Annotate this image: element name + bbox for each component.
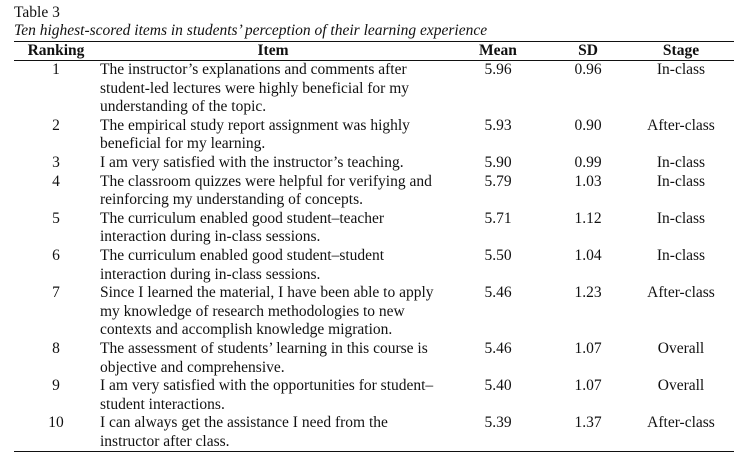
stage-cell: After-class [628, 414, 734, 452]
table-row [14, 210, 734, 247]
table-row [14, 414, 734, 452]
stage-cell: In-class [656, 61, 706, 78]
stage-cell: After-class [647, 284, 715, 302]
item-cell: The instructor’s explanations and comments after student-led lectures were highly beneficial for my understanding of the topic. [100, 61, 410, 116]
sd-cell: 0.99 [574, 153, 602, 171]
ranking-cell: 1 [52, 61, 60, 78]
table-row [14, 340, 734, 377]
ranking-cell: 4 [52, 172, 60, 190]
table-row [14, 173, 734, 210]
mean-cell: 5.96 [484, 61, 512, 78]
sd-cell: 1.07 [574, 377, 602, 395]
table-caption: Ten highest-scored items in students’ perception of their learning experience [14, 22, 488, 39]
mean-cell: 5.90 [484, 153, 512, 171]
header-item: Item [98, 42, 448, 61]
stage-cell: Overall [657, 339, 705, 357]
item-cell: The curriculum enabled good student–teacher interaction during in-class sessions. [100, 209, 385, 246]
sd-cell: 1.12 [574, 209, 602, 227]
table-row [14, 377, 734, 414]
sd-cell: 1.03 [574, 172, 602, 190]
ranking-cell: 3 [52, 153, 60, 171]
sd-cell: 1.07 [574, 339, 602, 357]
mean-cell: 5.46 [484, 284, 512, 302]
sd-cell: 0.90 [574, 116, 602, 134]
ranking-cell: 10 [14, 414, 98, 452]
item-cell: The curriculum enabled good student–student interaction during in-class sessions. [100, 246, 385, 283]
data-table [14, 41, 734, 452]
header-mean: Mean [448, 42, 548, 61]
item-cell: The empirical study report assignment was highly beneficial for my learning. [100, 116, 410, 153]
item-cell: The assessment of students’ learning in this course is objective and comprehensive. [100, 339, 428, 376]
stage-cell: Overall [657, 377, 705, 395]
header-ranking: Ranking [14, 42, 98, 61]
ranking-cell: 5 [52, 209, 60, 227]
table-label: Table 3 [14, 4, 60, 21]
mean-cell: 5.39 [448, 414, 548, 452]
mean-cell: 5.93 [484, 116, 512, 134]
stage-cell: In-class [656, 153, 706, 171]
sd-cell: 1.23 [574, 284, 602, 302]
stage-cell: In-class [656, 172, 706, 190]
item-cell: I am very satisfied with the instructor’s teaching. [100, 153, 404, 171]
header-sd: SD [548, 42, 628, 61]
item-cell: I am very satisfied with the opportunities for student–student interactions. [100, 377, 434, 413]
table-figure [14, 4, 734, 452]
sd-cell: 0.96 [574, 61, 602, 78]
header-row [14, 42, 734, 61]
mean-cell: 5.79 [484, 172, 512, 190]
mean-cell: 5.40 [484, 377, 512, 395]
table-row [14, 61, 734, 117]
ranking-cell: 9 [52, 377, 60, 395]
ranking-cell: 2 [52, 116, 60, 134]
table-row [14, 154, 734, 173]
table-row [14, 284, 734, 340]
item-cell: I can always get the assistance I need from the instructor after class. [98, 414, 448, 452]
sd-cell: 1.04 [574, 246, 602, 264]
mean-cell: 5.50 [484, 246, 512, 264]
sd-cell: 1.37 [548, 414, 628, 452]
stage-cell: After-class [647, 116, 715, 134]
ranking-cell: 8 [52, 339, 60, 357]
item-cell: The classroom quizzes were helpful for verifying and reinforcing my understanding of concepts. [100, 172, 432, 209]
stage-cell: In-class [656, 246, 706, 264]
mean-cell: 5.71 [484, 209, 512, 227]
ranking-cell: 7 [52, 284, 60, 302]
mean-cell: 5.46 [484, 339, 512, 357]
table-row [14, 247, 734, 284]
table-row [14, 117, 734, 154]
header-stage: Stage [628, 42, 734, 61]
stage-cell: In-class [656, 209, 706, 227]
ranking-cell: 6 [52, 246, 60, 264]
item-cell: Since I learned the material, I have been able to apply my knowledge of research methodologies to new contexts and accomplish knowledge migration. [100, 284, 434, 339]
